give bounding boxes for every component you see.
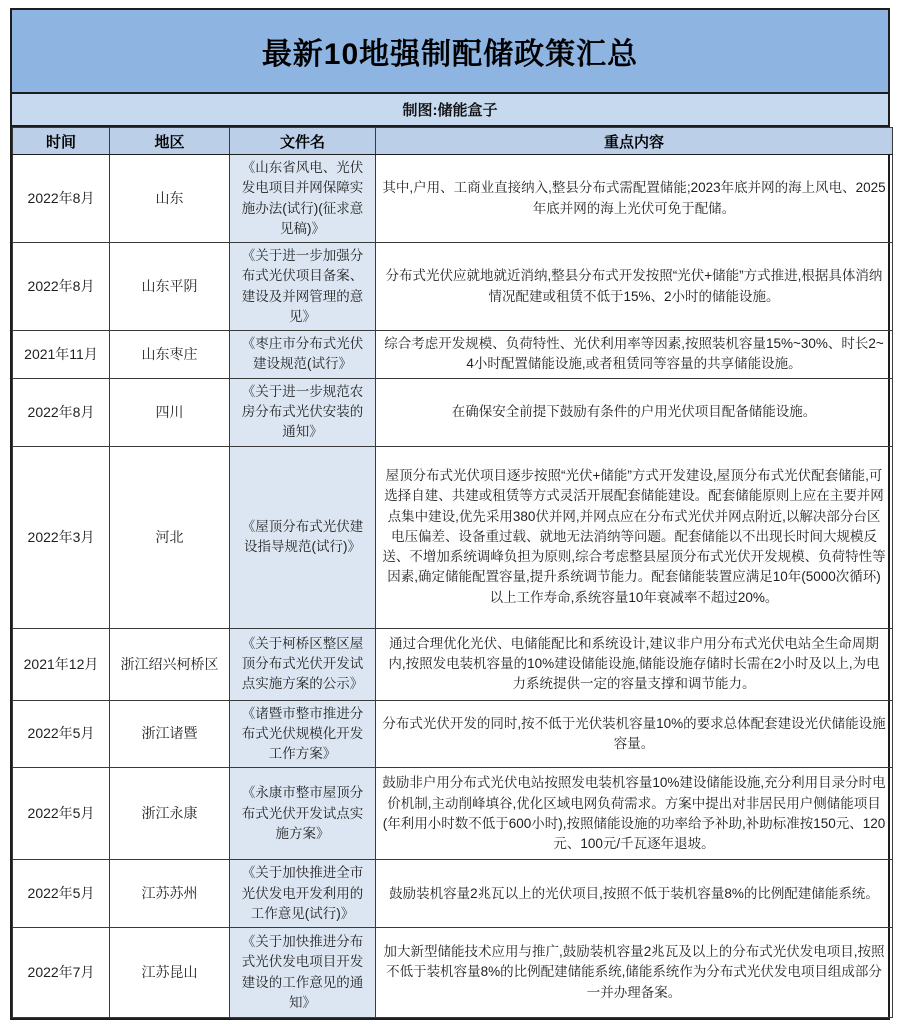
cell-region: 山东平阴 xyxy=(110,243,230,331)
policy-table xyxy=(12,127,893,1018)
cell-time: 2022年8月 xyxy=(13,155,110,243)
table-row xyxy=(13,860,893,928)
cell-docname: 《永康市整市屋顶分布式光伏开发试点实施方案》 xyxy=(230,768,376,860)
table-row xyxy=(13,243,893,331)
credit-line: 制图:储能盒子 xyxy=(12,94,888,127)
cell-keycontent: 在确保安全前提下鼓励有条件的户用光伏项目配备储能设施。 xyxy=(376,378,893,446)
cell-keycontent: 鼓励装机容量2兆瓦以上的光伏项目,按照不低于装机容量8%的比例配建储能系统。 xyxy=(376,860,893,928)
table-row xyxy=(13,928,893,1018)
cell-region: 山东 xyxy=(110,155,230,243)
cell-time: 2021年12月 xyxy=(13,628,110,700)
cell-keycontent: 鼓励非户用分布式光伏电站按照发电装机容量10%建设储能设施,充分利用目录分时电价机制,主动削峰填谷,优化区域电网负荷需求。方案中提出对非居民用户侧储能项目(年利用小时数不低于600小时),按照储能设施的功率给予补助,补助标准按150元、120元、100元/千瓦逐年退坡。 xyxy=(376,768,893,860)
table-row xyxy=(13,155,893,243)
cell-region: 浙江诸暨 xyxy=(110,700,230,768)
column-header-keycontent: 重点内容 xyxy=(376,128,893,155)
cell-region: 河北 xyxy=(110,446,230,628)
cell-time: 2022年7月 xyxy=(13,928,110,1018)
cell-keycontent: 屋顶分布式光伏项目逐步按照“光伏+储能”方式开发建设,屋顶分布式光伏配套储能,可选择自建、共建或租赁等方式灵活开展配套储能建设。配套储能原则上应在主要并网点集中建设,优先采用380伏并网,并网点应在分布式光伏并网点附近,以解决部分台区电压偏差、设备重过载、就地无法消纳等问题。配套储能以不出现长时间大规模反送、不增加系统调峰负担为原则,综合考虑整县屋顶分布式光伏开发规模、负荷特性等因素,确定储能配置容量,提升系统调节能力。配套储能装置应满足10年(5000次循环)以上工作寿命,系统容量10年衰减率不超过20%。 xyxy=(376,446,893,628)
cell-time: 2021年11月 xyxy=(13,331,110,379)
cell-docname: 《关于加快推进分布式光伏发电项目开发建设的工作意见的通知》 xyxy=(230,928,376,1018)
cell-region: 江苏昆山 xyxy=(110,928,230,1018)
cell-region: 四川 xyxy=(110,378,230,446)
cell-docname: 《山东省风电、光伏发电项目并网保障实施办法(试行)(征求意见稿)》 xyxy=(230,155,376,243)
table-row xyxy=(13,700,893,768)
policy-summary-table xyxy=(10,8,890,1020)
table-row xyxy=(13,331,893,379)
cell-region: 江苏苏州 xyxy=(110,860,230,928)
cell-docname: 《关于加快推进全市光伏发电开发利用的工作意见(试行)》 xyxy=(230,860,376,928)
cell-region: 山东枣庄 xyxy=(110,331,230,379)
cell-time: 2022年5月 xyxy=(13,860,110,928)
cell-docname: 《关于进一步规范农房分布式光伏安装的通知》 xyxy=(230,378,376,446)
cell-keycontent: 通过合理优化光伏、电储能配比和系统设计,建议非户用分布式光伏电站全生命周期内,按照发电装机容量的10%建设储能设施,储能设施存储时长需在2小时及以上,为电力系统提供一定的容量支撑和调节能力。 xyxy=(376,628,893,700)
cell-time: 2022年5月 xyxy=(13,768,110,860)
cell-keycontent: 分布式光伏应就地就近消纳,整县分布式开发按照“光伏+储能”方式推进,根据具体消纳情况配建或租赁不低于15%、2小时的储能设施。 xyxy=(376,243,893,331)
page-title: 最新10地强制配储政策汇总 xyxy=(12,10,888,94)
cell-time: 2022年8月 xyxy=(13,243,110,331)
cell-keycontent: 加大新型储能技术应用与推广,鼓励装机容量2兆瓦及以上的分布式光伏发电项目,按照不低于装机容量8%的比例配建储能系统,储能系统作为分布式光伏发电项目组成部分一并办理备案。 xyxy=(376,928,893,1018)
cell-region: 浙江永康 xyxy=(110,768,230,860)
header-row xyxy=(13,128,893,155)
table-row xyxy=(13,628,893,700)
cell-time: 2022年8月 xyxy=(13,378,110,446)
cell-docname: 《关于进一步加强分布式光伏项目备案、建设及并网管理的意见》 xyxy=(230,243,376,331)
cell-keycontent: 其中,户用、工商业直接纳入,整县分布式需配置储能;2023年底并网的海上风电、2025年底并网的海上光伏可免于配储。 xyxy=(376,155,893,243)
table-row xyxy=(13,768,893,860)
table-row xyxy=(13,378,893,446)
cell-docname: 《关于柯桥区整区屋顶分布式光伏开发试点实施方案的公示》 xyxy=(230,628,376,700)
cell-keycontent: 综合考虑开发规模、负荷特性、光伏利用率等因素,按照装机容量15%~30%、时长2~4小时配置储能设施,或者租赁同等容量的共享储能设施。 xyxy=(376,331,893,379)
table-row xyxy=(13,446,893,628)
column-header-time: 时间 xyxy=(13,128,110,155)
cell-docname: 《枣庄市分布式光伏建设规范(试行》 xyxy=(230,331,376,379)
cell-time: 2022年5月 xyxy=(13,700,110,768)
cell-keycontent: 分布式光伏开发的同时,按不低于光伏装机容量10%的要求总体配套建设光伏储能设施容量。 xyxy=(376,700,893,768)
column-header-docname: 文件名 xyxy=(230,128,376,155)
cell-docname: 《屋顶分布式光伏建设指导规范(试行)》 xyxy=(230,446,376,628)
cell-docname: 《诸暨市整市推进分布式光伏规模化开发工作方案》 xyxy=(230,700,376,768)
cell-time: 2022年3月 xyxy=(13,446,110,628)
column-header-region: 地区 xyxy=(110,128,230,155)
cell-region: 浙江绍兴柯桥区 xyxy=(110,628,230,700)
